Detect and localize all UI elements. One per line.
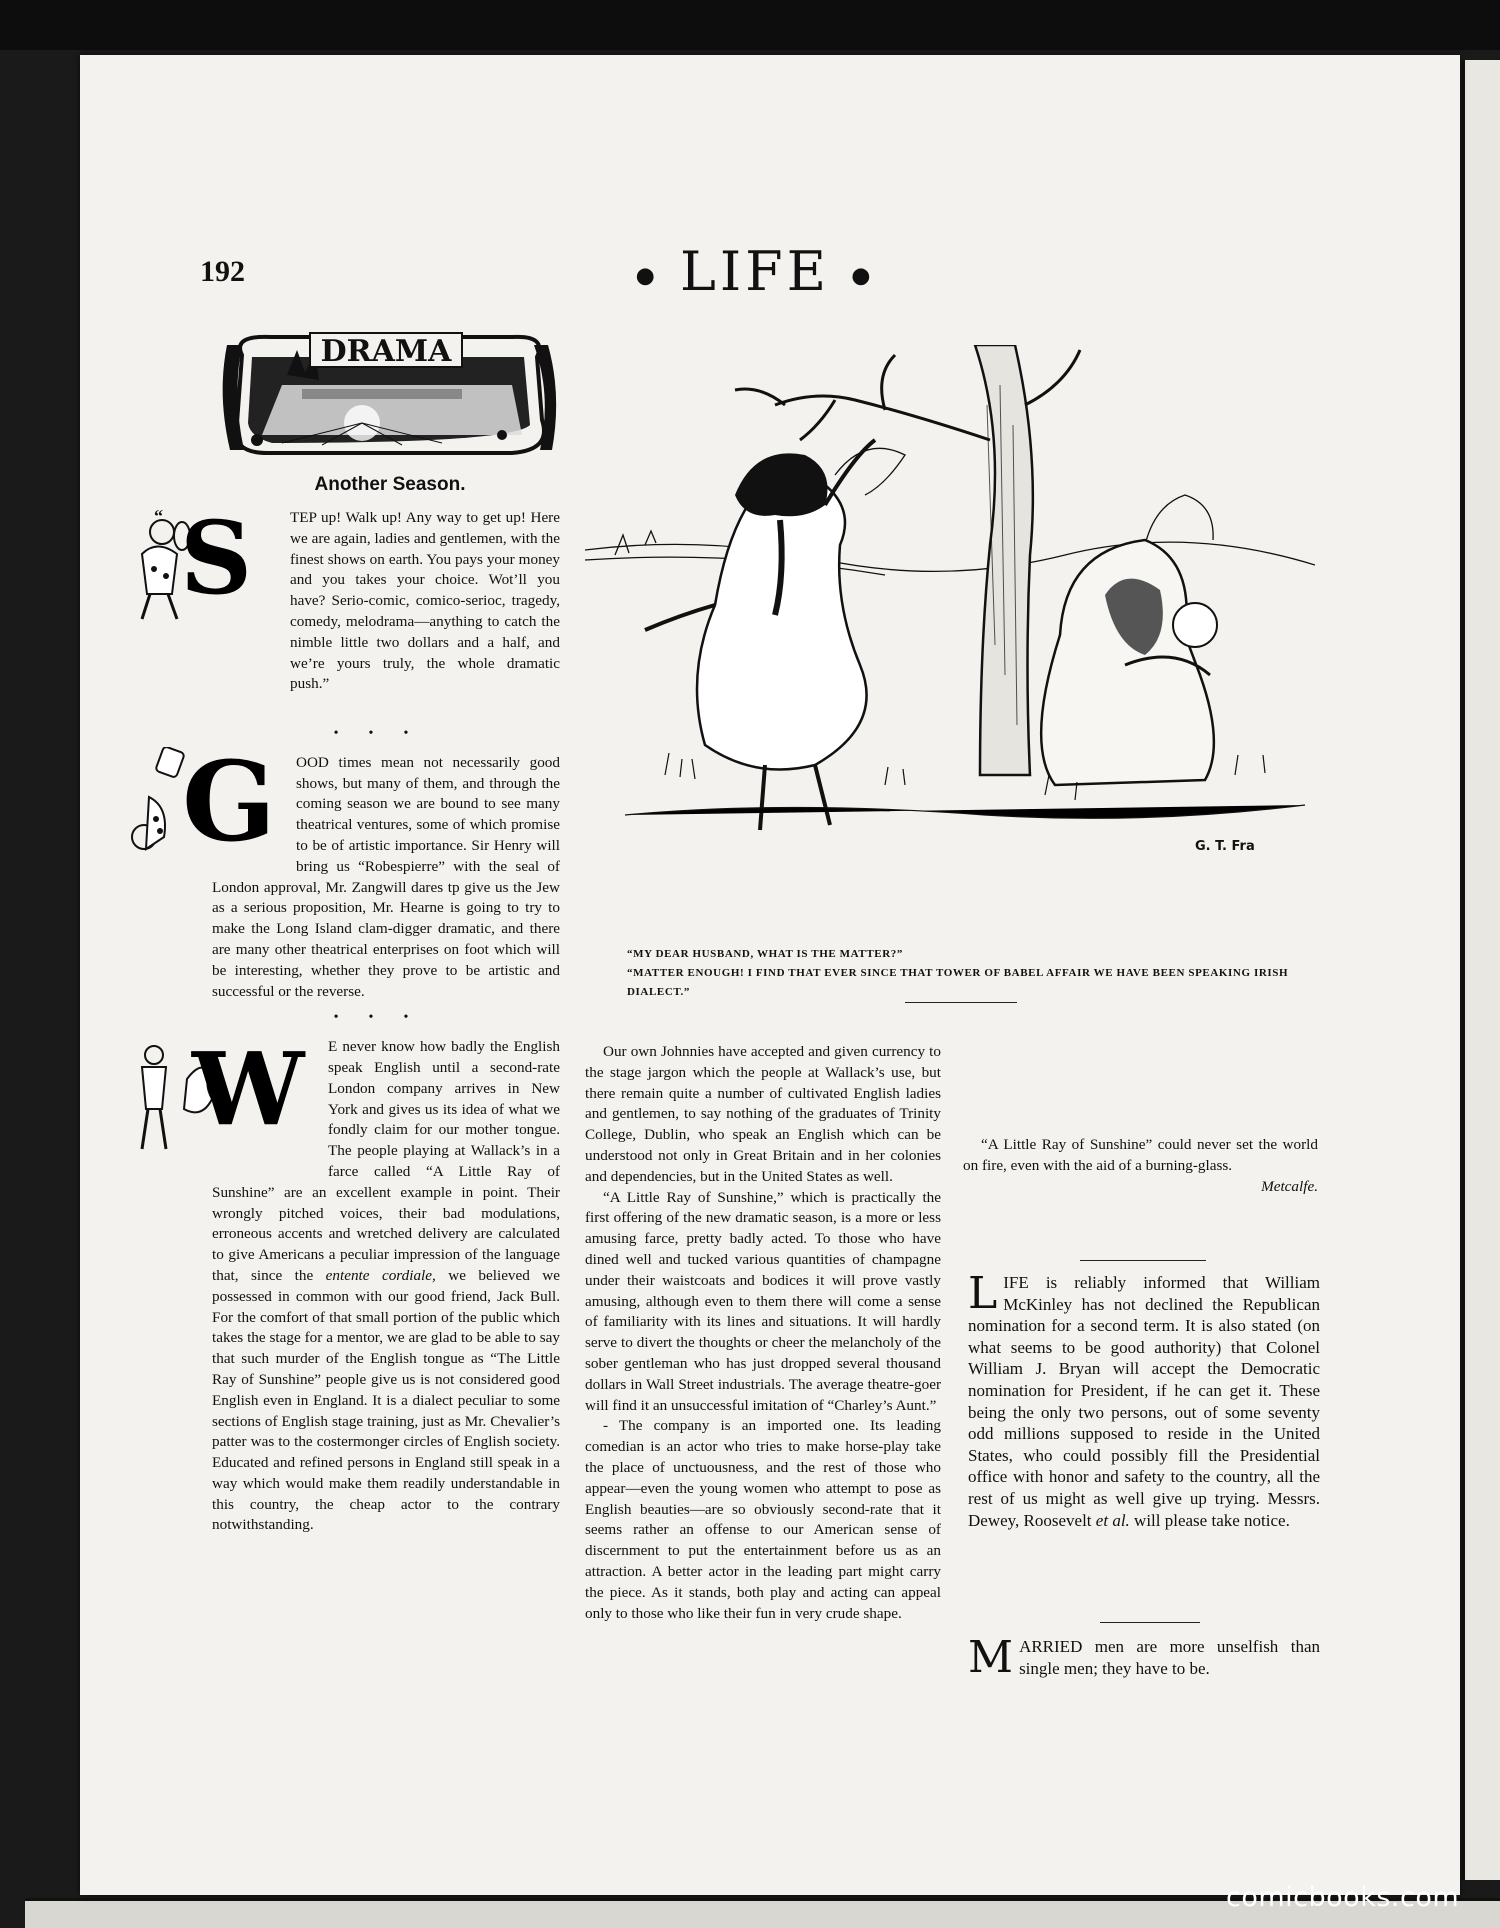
- item-life-text-a: IFE is reliably informed that William McKinley has not declined the Republican nomination for a second term. It is also stated (on what seems to be good authority) that Colonel William J. Bryan will accept the Democratic nomination for President, if he can get it. These being the only two persons, out of some seventy odd millions supposed to reside in the United States, who could possibly fill the Presidential office with honor and safety to the country, all the rest of us might as well give up trying. Messrs. Dewey, Roosevelt: [968, 1273, 1320, 1530]
- dropcap-w: W: [192, 1030, 305, 1149]
- cartoon-caption: [627, 945, 1317, 1002]
- watermark: comicbooks.com: [1226, 1882, 1460, 1913]
- section-divider-stars-2: •••: [333, 1010, 439, 1026]
- caption-line-2: “MATTER ENOUGH! I FIND THAT EVER SINCE THAT TOWER OF BABEL AFFAIR WE HAVE BEEN SPEAKING IRISH DIALECT.”: [627, 967, 1289, 998]
- paragraph-2-text: [212, 753, 560, 1003]
- masthead-title: LIFE: [679, 240, 831, 303]
- item-rule-2: [1100, 1622, 1200, 1623]
- item-life-mckinley: [968, 1268, 1320, 1531]
- opening-quote: “: [154, 506, 163, 526]
- babel-dialect-cartoon: [585, 345, 1315, 935]
- adjacent-page-edge: [1462, 60, 1500, 1880]
- paragraph-3-body-b: we believed we possessed in common with our good friend, Jack Bull. For the comfort of that small portion of the public which takes the stage for a mentor, we are glad to be able to say that such murder of the English tongue as “The Little Ray of Sunshine” people give us is not considered good English even in England. It is a dialect peculiar to some sections of English stage training, just as Mr. Chevalier’s patter was to the costermonger circles of English society. Educated and refined persons in England still speak in a way which would make them readily understandable in this country, the cheap actor to the contrary notwithstanding.: [212, 1266, 561, 1534]
- section-divider-stars: •••: [333, 726, 439, 741]
- item-rule-1: [1080, 1260, 1206, 1261]
- article-signature: Metcalfe.: [1261, 1177, 1318, 1195]
- item-married-men: [968, 1632, 1320, 1683]
- paragraph-1-text: TEP up! Walk up! Any way to get up! Here we are again, ladies and gentlemen, with the finest shows on earth. You pays your money and you takes your choice. Wot’ll you have? Serio-comic, comico-serioc, tragedy, comedy, melodrama—anything to catch the nimble little two dollars and a half, and we’re yours truly, the whole dramatic push.”: [290, 509, 560, 693]
- dropcap-s: S: [180, 499, 253, 617]
- column-2: [585, 1011, 941, 1624]
- paragraph-7: “A Little Ray of Sunshine” could never set the world on fire, even with the aid of a burning-glass.: [963, 1136, 1318, 1174]
- paragraph-4: Our own Johnnies have accepted and given currency to the stage jargon which the people at Wallack’s use, but there remain quite a number of cultivated English ladies and gentlemen, to say nothing of the graduates of Trinity College, Dublin, who speak an English which can be understood not only in Great Britain and in her colonies and dependencies, but in the United States as well.: [585, 1043, 941, 1185]
- drama-banner-label: DRAMA: [320, 334, 452, 369]
- paragraph-6: - The company is an imported one. Its leading comedian is an actor who tries to make horse-play take the place of unctuousness, and the rest of those who appear—even the young women who attempt to pose as English beauties—are so obviously second-rate that it seems rather an offense to our American sense of discernment to put the entertainment before us as an attraction. A better actor in the leading part might carry the piece. As it stands, both play and acting can appeal only to those who like their fun in very crude shape.: [585, 1417, 941, 1622]
- page-number: 192: [200, 255, 245, 288]
- scan-top-edge: [0, 0, 1500, 50]
- item-married-initial: M: [968, 1632, 1014, 1683]
- masthead: [590, 240, 920, 303]
- paragraph-1: [154, 499, 560, 718]
- masthead-dot-right: ●: [851, 263, 875, 289]
- paragraph-3-body-a: E never know how badly the English speak English until a second-rate London company arrives in New York and gives us its idea of what we fondly claim for our mother tongue. The people playing at Wallack’s in a farce called “A Little Ray of Sunshine” are an excellent example in point. Their wrongly pitched voices, their bad modulations, erroneous accents and wretched delivery are calculated to give Americans a peculiar impression of the language that, since the: [212, 1038, 560, 1284]
- paragraph-3: [192, 1030, 561, 1536]
- paragraph-5: “A Little Ray of Sunshine,” which is practically the first offering of the new dramatic season, is a more or less amusing farce, pretty badly acted. To those who have dined well and tucked various quantities of champagne under their waistcoats and bodices it will prove vastly amusing, although even to them there will come a sense of familiarity with its lines and situations. It will hardly serve to divert the thoughts or cheer the melancholy of the sober gentleman who has just dropped several thousand dollars in Wall Street industrials. The average theatre-goer will find it an unsuccessful imitation of “Charley’s Aunt.”: [585, 1188, 941, 1414]
- item-life-italic: et al.: [1095, 1510, 1130, 1530]
- drama-banner-illustration: [212, 325, 564, 465]
- paragraph-2-body: OOD times mean not necessarily good shows, but many of them, and through the coming season we are bound to see many theatrical ventures, some of which promise to be of artistic importance. Sir Henry will bring us “Robespierre” with the seal of London approval, Mr. Zangwill dares tp give us the Jew as a serious proposition, Mr. Hearne is going to try to make the Long Island clam-digger dramatic, and there are many other theatrical enterprises on foot which will be interesting, whether they prove to be artistic and successful or the reverse.: [212, 753, 560, 1000]
- artist-signature: G. T. Fra: [1195, 839, 1255, 854]
- paragraph-2: [182, 736, 560, 1003]
- masthead-dot-left: ●: [635, 263, 659, 289]
- paragraph-3-text: [212, 1037, 560, 1536]
- item-married-text: ARRIED men are more unselfish than single men; they have to be.: [1019, 1637, 1320, 1678]
- column-3: [963, 1011, 1318, 1197]
- item-life-text-b: will please take notice.: [1134, 1510, 1290, 1530]
- caption-rule: [905, 1002, 1017, 1003]
- column-1: [154, 499, 561, 1536]
- paragraph-3-italic: entente cordiale,: [325, 1266, 436, 1284]
- article-title: Another Season.: [314, 474, 466, 495]
- dropcap-g: G: [182, 736, 276, 866]
- item-life-initial: L: [968, 1268, 998, 1319]
- caption-line-1: “MY DEAR HUSBAND, WHAT IS THE MATTER?”: [627, 948, 903, 960]
